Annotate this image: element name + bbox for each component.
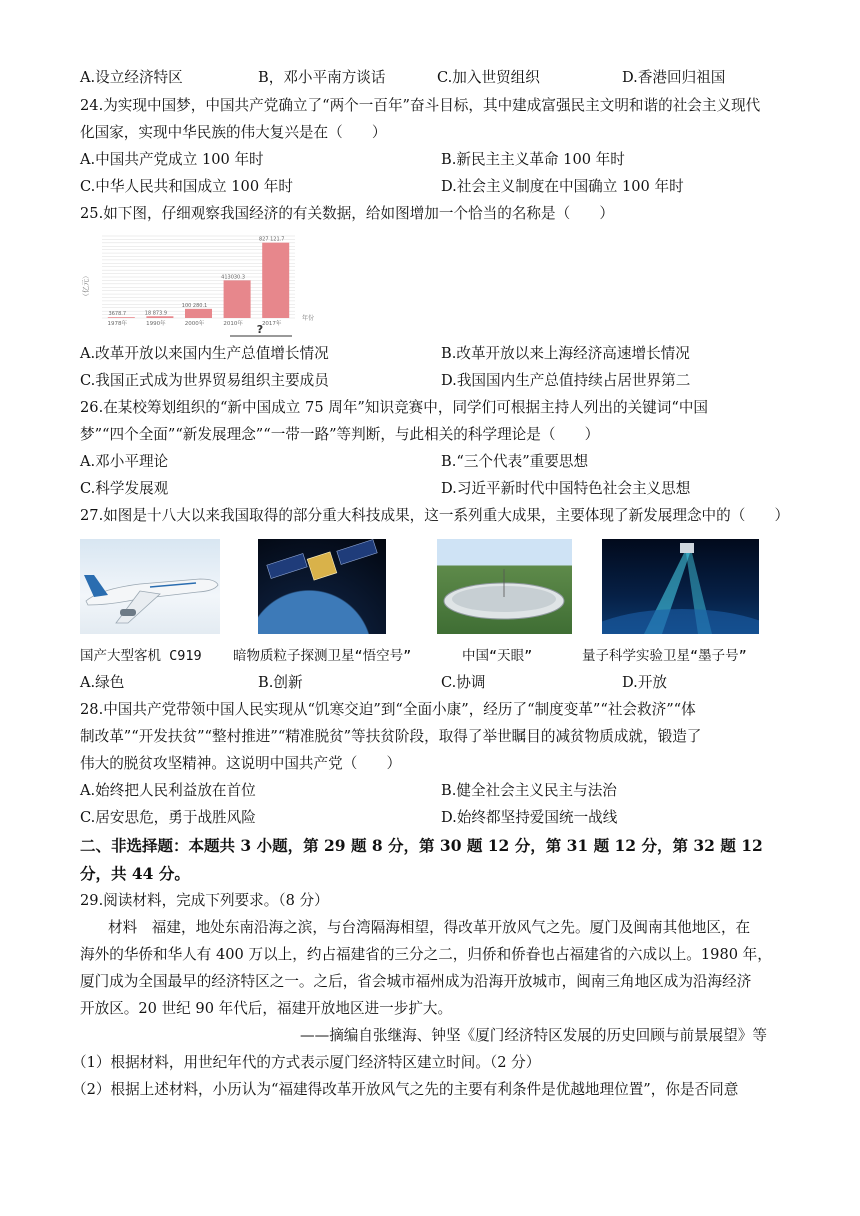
q24-stem-line2: 化国家，实现中华民族的伟大复兴是在（ ）: [80, 124, 387, 141]
fast-telescope-photo: [437, 539, 572, 634]
q26-option-a: A.邓小平理论: [80, 453, 169, 470]
chart-value-label: 413030.3: [221, 274, 246, 281]
q25-stem: 25.如下图，仔细观察我国经济的有关数据，给如图增加一个恰当的名称是（ ）: [80, 205, 614, 222]
q27-option-d: D.开放: [622, 674, 668, 691]
q29-stem: 29.阅读材料，完成下列要求。（8 分）: [80, 892, 329, 909]
chart-bar: [146, 316, 173, 318]
chart-category-label: 1990年: [146, 321, 166, 327]
chart-value-label: 827 121.7: [258, 236, 285, 243]
q23-option-d: D.香港回归祖国: [622, 69, 726, 86]
section-2-heading-line1: 二、非选择题：本题共 3 小题，第 29 题 8 分，第 30 题 12 分，第 31 题 12 分，第 32 题 12: [80, 836, 763, 855]
q29-material-line2: 海外的华侨和华人有 400 万以上，约占福建省的三分之二，归侨和侨眷也占福建省的六成以上。1980 年，: [80, 946, 772, 963]
q28-stem-line1: 28.中国共产党带领中国人民实现从“饥寒交迫”到“全面小康”，经历了“制度变革”“社会救济”“体: [80, 701, 696, 718]
q23-option-b: B，邓小平南方谈话: [258, 69, 386, 86]
chart-value-label: 100 280.1: [181, 302, 208, 309]
q25-option-c: C.我国正式成为世界贸易组织主要成员: [80, 372, 329, 389]
q28-option-c: C.居安思危，勇于战胜风险: [80, 809, 256, 826]
q25-option-a: A.改革开放以来国内生产总值增长情况: [80, 345, 329, 362]
q28-option-b: B.健全社会主义民主与法治: [441, 782, 617, 799]
caption-c919: 国产大型客机 C919: [80, 648, 202, 664]
wukong-satellite-photo: [258, 539, 386, 634]
q28-stem-line2: 制改革”“开发扶贫”“整村推进”“精准脱贫”等扶贫阶段，取得了举世瞩目的减贫物质成就，锻造了: [80, 728, 702, 745]
caption-wukong: 暗物质粒子探测卫星“悟空号”: [233, 648, 412, 664]
chart-x-axis-end-label: 年份: [302, 315, 315, 322]
q29-material-line4: 开放区。20 世纪 90 年代后，福建开放地区进一步扩大。: [80, 1000, 453, 1017]
q29-material-line1: 材料 福建，地处东南沿海之滨，与台湾隔海相望，得改革开放风气之先。厦门及闽南其他地区，在: [108, 919, 751, 936]
q24-option-b: B.新民主主义革命 100 年时: [441, 151, 625, 168]
q28-option-a: A.始终把人民利益放在首位: [80, 782, 256, 799]
chart-y-axis-label: （亿元）: [82, 272, 90, 300]
q26-option-d: D.习近平新时代中国特色社会主义思想: [441, 480, 691, 497]
q29-subquestion-2: （2）根据上述材料，小历认为“福建得改革开放风气之先的主要有利条件是优越地理位置”，你是否同意: [72, 1081, 739, 1098]
q26-stem-line1: 26.在某校筹划组织的“新中国成立 75 周年”知识竞赛中，同学们可根据主持人列出的关键词“中国: [80, 399, 709, 416]
q28-stem-line3: 伟大的脱贫攻坚精神。这说明中国共产党（ ）: [80, 755, 402, 772]
q29-subquestion-1: （1）根据材料，用世纪年代的方式表示厦门经济特区建立时间。（2 分）: [72, 1054, 541, 1071]
q26-stem-line2: 梦”“四个全面”“新发展理念”“一带一路”等判断，与此相关的科学理论是（ ）: [80, 426, 600, 443]
q29-material-line3: 厦门成为全国最早的经济特区之一。之后，省会城市福州成为沿海开放城市，闽南三角地区成为沿海经济: [80, 973, 752, 990]
q28-option-d: D.始终都坚持爱国统一战线: [441, 809, 618, 826]
chart-title-placeholder: ?: [256, 323, 264, 336]
chart-bar: [224, 280, 251, 318]
chart-category-label: 2010年: [223, 321, 243, 327]
q24-option-c: C.中华人民共和国成立 100 年时: [80, 178, 293, 195]
chart-bar: [262, 243, 289, 318]
q24-option-a: A.中国共产党成立 100 年时: [80, 151, 264, 168]
q25-option-b: B.改革开放以来上海经济高速增长情况: [441, 345, 690, 362]
chart-category-label: 2017年: [261, 321, 282, 327]
c919-airliner-photo: [80, 539, 220, 634]
chart-category-label: 2000年: [184, 321, 205, 327]
q24-stem-line1: 24.为实现中国梦，中国共产党确立了“两个一百年”奋斗目标，其中建成富强民主文明和谐的社会主义现代: [80, 97, 761, 114]
chart-category-label: 1978年: [107, 321, 128, 327]
chart-bar: [108, 317, 135, 318]
section-2-heading-line2: 分，共 44 分。: [80, 864, 190, 883]
caption-mozi: 量子科学实验卫星“墨子号”: [582, 648, 747, 664]
chart-value-label: 18 873.9: [144, 310, 168, 317]
q27-option-b: B.创新: [258, 674, 303, 691]
caption-fast: 中国“天眼”: [462, 648, 533, 664]
q23-option-a: A.设立经济特区: [80, 69, 183, 86]
q29-material-source: ——摘编自张继海、钟坚《厦门经济特区发展的历史回顾与前景展望》等: [300, 1027, 768, 1044]
q27-option-c: C.协调: [441, 674, 486, 691]
chart-value-label: 3678.7: [108, 311, 127, 318]
q27-stem: 27.如图是十八大以来我国取得的部分重大科技成果，这一系列重大成果，主要体现了新发展理念中的（ ）: [80, 507, 790, 524]
q26-option-b: B.“三个代表”重要思想: [441, 453, 589, 470]
chart-bar: [185, 309, 212, 318]
mozi-satellite-photo: [602, 539, 759, 634]
q26-option-c: C.科学发展观: [80, 480, 169, 497]
q25-option-d: D.我国国内生产总值持续占居世界第二: [441, 372, 691, 389]
q23-option-c: C.加入世贸组织: [437, 69, 540, 86]
q24-option-d: D.社会主义制度在中国确立 100 年时: [441, 178, 684, 195]
q27-option-a: A.绿色: [80, 674, 125, 691]
gdp-bar-chart: [80, 232, 320, 340]
